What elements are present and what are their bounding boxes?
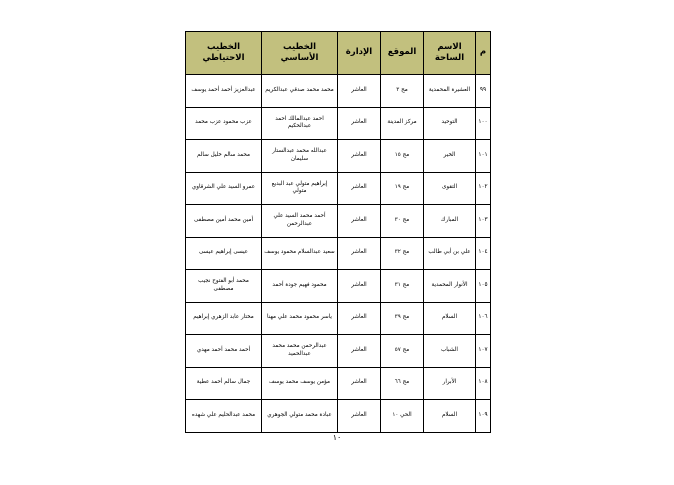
row-admin: العاشر xyxy=(338,367,381,400)
row-num: ١٠٩ xyxy=(476,400,491,433)
row-location: مج ٥٧ xyxy=(381,335,424,368)
row-main-preacher: عبدالرحمن محمد محمد عبدالحميد xyxy=(262,335,338,368)
row-location: مركز المدينة xyxy=(381,107,424,140)
table-header-row xyxy=(186,32,491,75)
row-admin: العاشر xyxy=(338,172,381,205)
row-name: التوحيد xyxy=(424,107,476,140)
table-row xyxy=(186,237,491,270)
table-row xyxy=(186,75,491,108)
row-num: ١٠٧ xyxy=(476,335,491,368)
row-num: ١٠٣ xyxy=(476,205,491,238)
preachers-table xyxy=(185,31,491,433)
row-admin: العاشر xyxy=(338,75,381,108)
row-name: الأنوار المحمدية xyxy=(424,270,476,303)
table-row xyxy=(186,367,491,400)
row-admin: العاشر xyxy=(338,400,381,433)
row-reserve-preacher: محمد عبدالحليم علي شهده xyxy=(186,400,262,433)
row-location: مج ٣ xyxy=(381,75,424,108)
row-num: ١٠٦ xyxy=(476,302,491,335)
row-location: مج ٣٠ xyxy=(381,205,424,238)
row-num: ١٠٢ xyxy=(476,172,491,205)
row-reserve-preacher: أحمد محمد أحمد مهدي xyxy=(186,335,262,368)
table-row xyxy=(186,400,491,433)
row-name: علي بن أبي طالب xyxy=(424,237,476,270)
row-admin: العاشر xyxy=(338,335,381,368)
row-num: ٩٩ xyxy=(476,75,491,108)
header-admin: الإدارة xyxy=(338,32,381,75)
row-name: السلام xyxy=(424,400,476,433)
row-main-preacher: محمود فهيم جودة أحمد xyxy=(262,270,338,303)
row-main-preacher: عبدالله محمد عبدالستار سليمان xyxy=(262,140,338,173)
row-name: الشباب xyxy=(424,335,476,368)
row-name: الأبرار xyxy=(424,367,476,400)
row-reserve-preacher: محمد أبو الفتوح نجيب مصطفى xyxy=(186,270,262,303)
row-location: مج ٣١ xyxy=(381,270,424,303)
row-admin: العاشر xyxy=(338,205,381,238)
row-location: مج ٣٢ xyxy=(381,237,424,270)
row-location: مج ١٩ xyxy=(381,172,424,205)
row-num: ١٠٠ xyxy=(476,107,491,140)
row-reserve-preacher: عيسى إبراهيم عيسى xyxy=(186,237,262,270)
row-main-preacher: احمد عبدالمالك احمد عبدالحكيم xyxy=(262,107,338,140)
table-row xyxy=(186,270,491,303)
row-name: العشيرة المحمدية xyxy=(424,75,476,108)
row-admin: العاشر xyxy=(338,140,381,173)
row-name: المبارك xyxy=(424,205,476,238)
row-reserve-preacher: أمين محمد أمين مصطفى xyxy=(186,205,262,238)
table-row xyxy=(186,302,491,335)
header-name: الاسم الساحة xyxy=(424,32,476,75)
row-main-preacher: مؤمن يوسف محمد يوسف xyxy=(262,367,338,400)
page-number: ١٠ xyxy=(332,433,342,442)
row-num: ١٠٨ xyxy=(476,367,491,400)
row-reserve-preacher: محمد سالم خليل سالم xyxy=(186,140,262,173)
row-admin: العاشر xyxy=(338,107,381,140)
row-main-preacher: إبراهيم متولي عبد البديع متولي xyxy=(262,172,338,205)
row-admin: العاشر xyxy=(338,302,381,335)
row-location: الحي ١٠ xyxy=(381,400,424,433)
row-main-preacher: عبادة محمد متولي الجوهري xyxy=(262,400,338,433)
row-reserve-preacher: عبدالعزيز أحمد أحمد يوسف xyxy=(186,75,262,108)
header-location: الموقع xyxy=(381,32,424,75)
header-reserve-preacher: الخطيب الاحتياطي xyxy=(186,32,262,75)
row-num: ١٠١ xyxy=(476,140,491,173)
row-main-preacher: محمد محمد صدقي عبدالكريم xyxy=(262,75,338,108)
row-reserve-preacher: عمرو السيد علي الشرقاوي xyxy=(186,172,262,205)
row-num: ١٠٥ xyxy=(476,270,491,303)
row-admin: العاشر xyxy=(338,270,381,303)
row-reserve-preacher: مختار عابد الزهري إبراهيم xyxy=(186,302,262,335)
row-name: السلام xyxy=(424,302,476,335)
table-row xyxy=(186,172,491,205)
row-location: مج ٦٦ xyxy=(381,367,424,400)
row-main-preacher: سعيد عبدالسلام محمود يوسف xyxy=(262,237,338,270)
row-main-preacher: أحمد محمد السيد علي عبدالرحمن xyxy=(262,205,338,238)
row-location: مج ١٥ xyxy=(381,140,424,173)
table-row xyxy=(186,335,491,368)
row-reserve-preacher: عزب محمود عزب محمد xyxy=(186,107,262,140)
table-row xyxy=(186,107,491,140)
row-name: الخير xyxy=(424,140,476,173)
row-reserve-preacher: جمال سالم أحمد عطية xyxy=(186,367,262,400)
table-row xyxy=(186,205,491,238)
row-name: التقوى xyxy=(424,172,476,205)
header-num: م xyxy=(476,32,491,75)
row-num: ١٠٤ xyxy=(476,237,491,270)
header-main-preacher: الخطيب الأساسي xyxy=(262,32,338,75)
row-location: مج ٣٩ xyxy=(381,302,424,335)
row-main-preacher: ياسر محمود محمد علي مهنا xyxy=(262,302,338,335)
table-row xyxy=(186,140,491,173)
row-admin: العاشر xyxy=(338,237,381,270)
